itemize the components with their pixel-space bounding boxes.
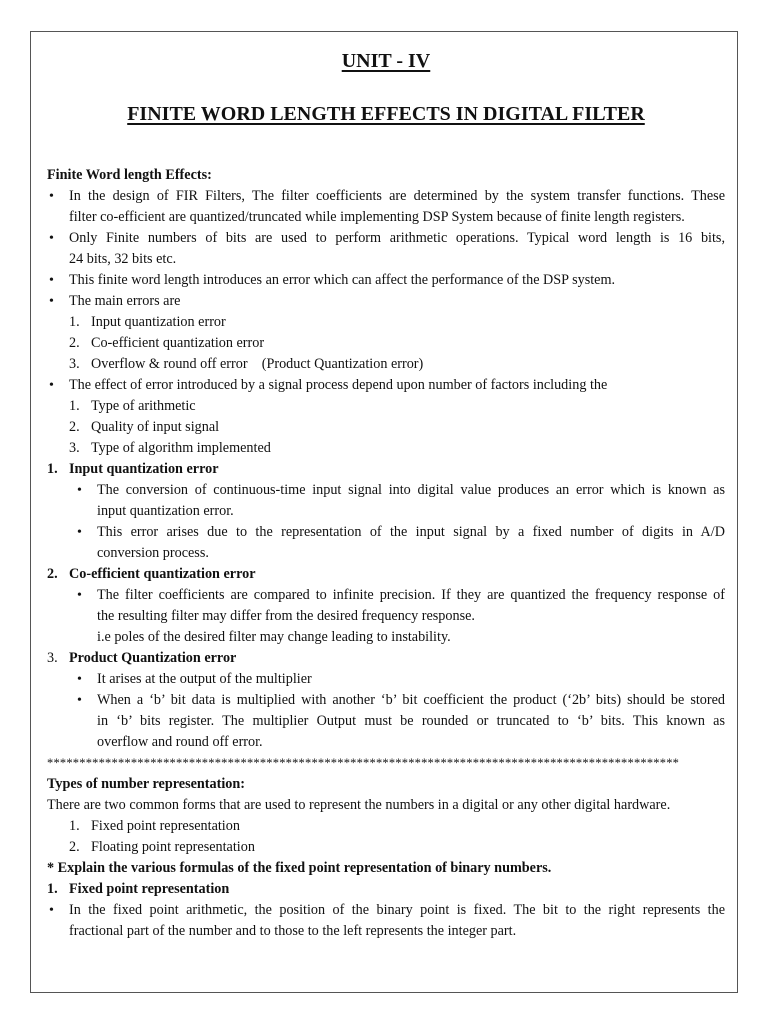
page-border — [30, 31, 738, 993]
bullet-text: • In the design of FIR Filters, The filter coefficients are determined by the system transfer functions. These — [69, 188, 725, 204]
document-body — [47, 165, 725, 942]
list-number: 1. — [69, 314, 80, 330]
list-text: Overflow & round off error (Product Quantization error) — [91, 356, 424, 372]
main-title: FINITE WORD LENGTH EFFECTS IN DIGITAL FILTER — [127, 103, 645, 125]
list-number: 2. — [69, 839, 80, 855]
bullet-item — [47, 291, 725, 312]
unit-title: UNIT - IV — [341, 50, 431, 72]
heading-text: Fixed point representation — [69, 881, 230, 897]
numbered-heading-input-quantization — [47, 459, 725, 480]
bullet-text: • This error arises due to the representation of the input signal by a fixed number of digits in A/D — [97, 524, 725, 540]
list-number: 3. — [69, 440, 80, 456]
list-text: Type of algorithm implemented — [91, 440, 271, 456]
bullet-text: conversion process. — [97, 545, 209, 561]
list-item — [47, 837, 725, 858]
list-item — [47, 333, 725, 354]
list-item — [47, 438, 725, 459]
bullet-item — [75, 585, 725, 648]
bullet-item — [75, 690, 725, 753]
list-item — [47, 312, 725, 333]
heading-number: 1. — [47, 461, 58, 477]
section-heading: Types of number representation: — [47, 776, 245, 792]
bullet-text: overflow and round off error. — [97, 734, 263, 750]
list-number: 2. — [69, 335, 80, 351]
bullet-item — [47, 228, 725, 270]
heading-number: 3. — [47, 650, 58, 666]
question-heading: * Explain the various formulas of the fixed point representation of binary numbers. — [47, 860, 552, 876]
list-text: Floating point representation — [91, 839, 255, 855]
heading-number: 2. — [47, 566, 58, 582]
bullet-text: • The effect of error introduced by a signal process depend upon number of factors including the — [69, 377, 608, 393]
numbered-heading-fixed-point — [47, 879, 725, 900]
list-text: Fixed point representation — [91, 818, 240, 834]
bullet-item — [75, 522, 725, 564]
bullet-text: fractional part of the number and to those to the left represents the integer part. — [69, 923, 517, 939]
bullet-text: • The main errors are — [69, 293, 181, 309]
bullet-text: • When a ‘b’ bit data is multiplied with another ‘b’ bit coefficient the product (‘2b’ bits) should be stored — [97, 692, 725, 708]
separator-line: ************************************************************************************************** — [47, 756, 680, 770]
numbered-heading-product-quantization — [47, 648, 725, 669]
bullet-text: • Only Finite numbers of bits are used to perform arithmetic operations. Typical word length is 16 bits, — [69, 230, 725, 246]
heading-text: Product Quantization error — [69, 650, 237, 666]
heading-number: 1. — [47, 881, 58, 897]
paragraph: There are two common forms that are used to represent the numbers in a digital or any other digital hardware. — [47, 797, 671, 813]
list-text: Quality of input signal — [91, 419, 220, 435]
bullet-text: • In the fixed point arithmetic, the position of the binary point is fixed. The bit to the right represents the — [69, 902, 725, 918]
bullet-item — [47, 186, 725, 228]
list-text: Type of arithmetic — [91, 398, 196, 414]
bullet-text: filter co-efficient are quantized/truncated while implementing DSP System because of finite length registers. — [69, 209, 685, 225]
bullet-item — [75, 669, 725, 690]
bullet-text: input quantization error. — [97, 503, 234, 519]
list-number: 3. — [69, 356, 80, 372]
bullet-item — [75, 480, 725, 522]
bullet-item — [47, 270, 725, 291]
bullet-text: • The filter coefficients are compared to infinite precision. If they are quantized the frequency response of — [97, 587, 725, 603]
list-item — [47, 396, 725, 417]
section-heading: Finite Word length Effects: — [47, 167, 212, 183]
bullet-text: • The conversion of continuous-time input signal into digital value produces an error which is known as — [97, 482, 725, 498]
list-number: 2. — [69, 419, 80, 435]
bullet-text: i.e poles of the desired filter may change leading to instability. — [97, 629, 451, 645]
list-item — [47, 354, 725, 375]
list-number: 1. — [69, 398, 80, 414]
bullet-text: • This finite word length introduces an error which can affect the performance of the DSP system. — [69, 272, 616, 288]
list-number: 1. — [69, 818, 80, 834]
bullet-item — [47, 375, 725, 396]
bullet-text: 24 bits, 32 bits etc. — [69, 251, 177, 267]
list-item — [47, 816, 725, 837]
list-item — [47, 417, 725, 438]
list-text: Input quantization error — [91, 314, 226, 330]
bullet-text: in ‘b’ bits register. The multiplier Output must be rounded or truncated to ‘b’ bits. This known as — [97, 713, 725, 729]
bullet-item — [47, 900, 725, 942]
heading-text: Co-efficient quantization error — [69, 566, 256, 582]
numbered-heading-coefficient-quantization — [47, 564, 725, 585]
heading-text: Input quantization error — [69, 461, 219, 477]
bullet-text: the resulting filter may differ from the desired frequency response. — [97, 608, 475, 624]
bullet-text: • It arises at the output of the multiplier — [97, 671, 312, 687]
list-text: Co-efficient quantization error — [91, 335, 265, 351]
